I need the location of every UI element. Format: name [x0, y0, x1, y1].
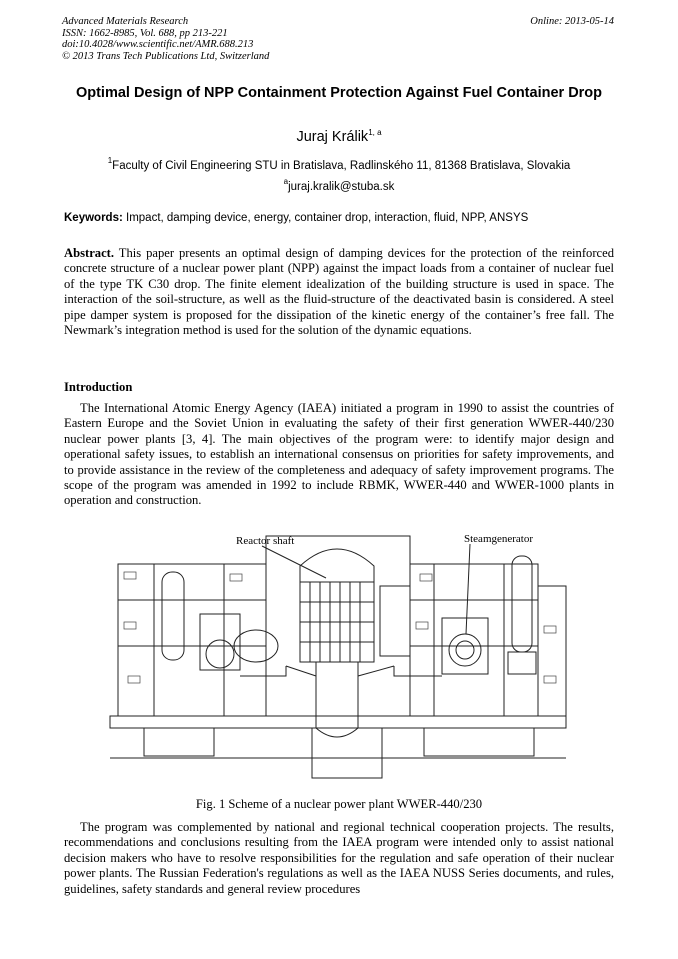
pump-left-frame: [200, 614, 240, 670]
introduction-paragraph-1: The International Atomic Energy Agency (IAEA) initiated a program in 1990 to assist the countries of Eastern Europe and the Soviet Union in evaluating the safety of their first generation WWER-440/230 nuclear power plants [3, 4]. The main objectives of the program were: to identify major design and operational safety issues, to establish an international consensus on priorities for safety improvements, and to provide assistance in the review of the completeness and adequacy of safety improvement programs. The scope of the program was amended in 1992 to include RBMK, WWER-440 and WWER-1000 plants in operation and construction.: [64, 401, 614, 508]
introduction-paragraph-2: The program was complemented by national and regional technical cooperation projects. The results, recommendations and conclusions resulting from the IAEA program were intended only to assist national decision makers who have to resolve responsibilities for the regulation and safe operation of their nuclear power plants. The Russian Federation's regulations as well as the IAEA NUSS Series documents, and rules, guidelines, safety standards and general review procedures: [64, 820, 614, 896]
journal-name: Advanced Materials Research: [62, 16, 189, 27]
reactor-shaft-label: Reactor shaft: [236, 535, 295, 547]
abstract-text: This paper presents an optimal design of damping devices for the protection of the reinforced concrete structure of a nuclear power plant (NPP) against the impact loads from a container of nuclear fuel of the type TK C30 drop. The finite element idealization of the building structure is used in space. The interaction of the soil-structure, as well as the fluid-structure of the deactivated basin is considered. A steel pipe damper system is proposed for the dissipation of the kinetic energy of the container’s free fall. The Newmark’s integration method is used for the solution of the dynamic equations.: [64, 246, 615, 338]
journal-doi: doi:10.4028/www.scientific.net/AMR.688.213: [62, 39, 254, 51]
affiliation-text: Faculty of Civil Engineering STU in Bratislava, Radlinského 11, 81368 Bratislava, Slovakia: [112, 160, 571, 172]
introduction-heading: Introduction: [64, 380, 133, 394]
affiliation: [0, 156, 678, 172]
pressurizer-left: [162, 572, 184, 660]
reactor-hall: [266, 536, 410, 716]
affiliation-sup: 1: [107, 156, 113, 165]
keywords-label: Keywords:: [64, 212, 123, 224]
pressurizer-base: [508, 652, 536, 674]
paper-title: Optimal Design of NPP Containment Protection Against Fuel Container Drop: [75, 85, 603, 101]
foundation-right: [424, 728, 534, 756]
reactor-vessel: [316, 662, 358, 728]
journal-header: [62, 16, 269, 62]
abstract: [64, 246, 614, 338]
reactor-leader: [262, 546, 326, 578]
npp-scheme-figure: [104, 526, 574, 792]
online-date: Online: 2013-05-14: [530, 16, 614, 27]
right-annex: [538, 586, 566, 716]
journal-copyright: © 2013 Trans Tech Publications Ltd, Switzerland: [62, 50, 270, 62]
right-compartment: [410, 564, 538, 716]
journal-issn: ISSN: 1662-8985, Vol. 688, pp 213-221: [62, 27, 228, 39]
keywords: [64, 212, 616, 224]
author-line: [0, 128, 678, 145]
reactor-dome: [300, 549, 374, 582]
left-compartment: [118, 564, 266, 716]
keywords-text: Impact, damping device, energy, container drop, interaction, fluid, NPP, ANSYS: [126, 212, 529, 224]
email-text: juraj.kralik@stuba.sk: [288, 181, 395, 193]
email-sup: a: [283, 177, 289, 186]
figure-caption: Fig. 1 Scheme of a nuclear power plant WWER-440/230: [195, 797, 483, 811]
base-slab: [110, 716, 566, 728]
foundation-left: [144, 728, 214, 756]
service-pool: [380, 586, 410, 656]
author-sup: 1, a: [368, 128, 382, 137]
author-email: [0, 177, 678, 193]
pressurizer-right: [512, 556, 532, 652]
pump-left: [206, 640, 234, 668]
steam-leader: [466, 544, 470, 634]
steam-generator-label: Steamgenerator: [464, 533, 534, 545]
steam-generator-right: [449, 634, 481, 666]
author-name: Juraj Králik: [296, 129, 369, 145]
abstract-label: Abstract.: [64, 246, 115, 260]
